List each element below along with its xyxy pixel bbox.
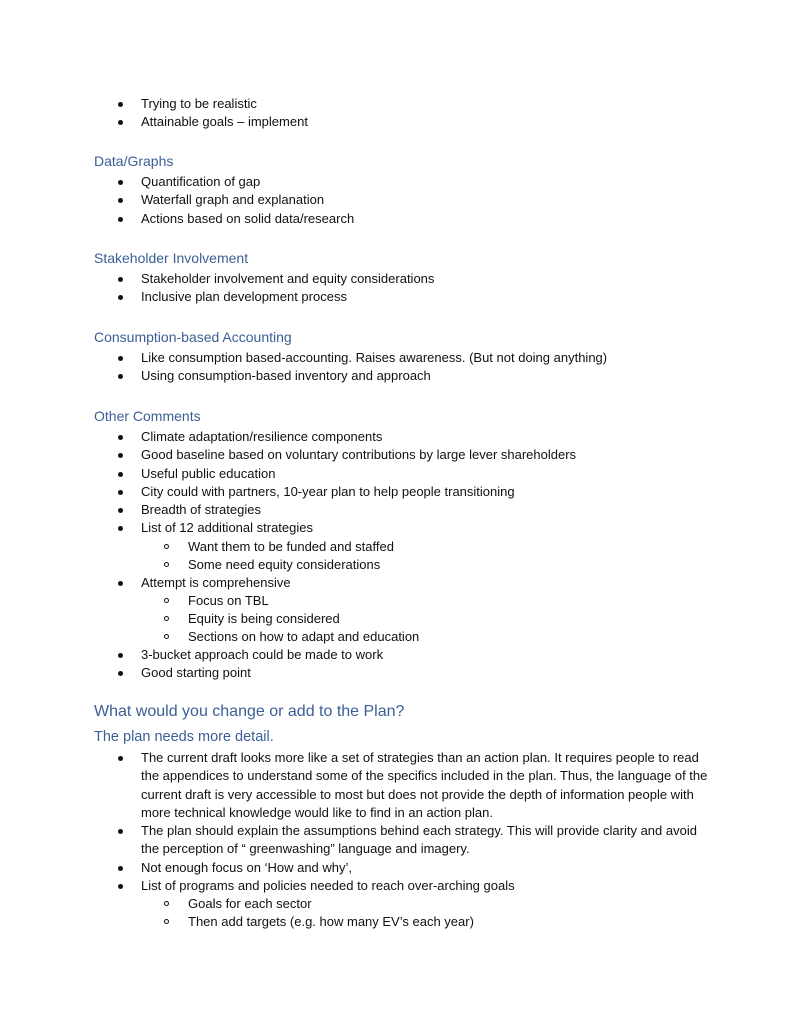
bullet-icon <box>118 453 123 458</box>
bullet-icon <box>118 581 123 586</box>
bullet-icon <box>118 217 123 222</box>
bullet-icon <box>118 435 123 440</box>
list-item: Trying to be realistic <box>0 95 800 113</box>
bullet-icon <box>118 295 123 300</box>
circle-bullet-icon <box>164 598 169 603</box>
sub-list-item: Sections on how to adapt and education <box>0 628 800 646</box>
bullet-icon <box>118 490 123 495</box>
sub-list-item: Focus on TBL <box>0 592 800 610</box>
list-item: Using consumption-based inventory and approach <box>0 367 800 385</box>
list-item: Breadth of strategies <box>0 501 800 519</box>
circle-bullet-icon <box>164 544 169 549</box>
sub-list-item: Equity is being considered <box>0 610 800 628</box>
sub-list-item: Some need equity considerations <box>0 556 800 574</box>
list-item: Like consumption based-accounting. Raises awareness. (But not doing anything) <box>0 349 800 367</box>
bullet-icon <box>118 356 123 361</box>
section-heading-stakeholder: Stakeholder Involvement <box>94 250 249 266</box>
subheading-more-detail: The plan needs more detail. <box>94 729 274 745</box>
bullet-icon <box>118 526 123 531</box>
circle-bullet-icon <box>164 634 169 639</box>
bullet-icon <box>118 102 123 107</box>
sub-list-item: Then add targets (e.g. how many EV’s each year) <box>0 913 800 931</box>
circle-bullet-icon <box>164 562 169 567</box>
list-item: Inclusive plan development process <box>0 288 800 306</box>
circle-bullet-icon <box>164 901 169 906</box>
intro-list <box>0 95 800 132</box>
bullet-icon <box>118 866 123 871</box>
list-item: List of programs and policies needed to reach over-arching goals <box>0 877 800 895</box>
list-item: Attainable goals – implement <box>0 113 800 131</box>
bullet-icon <box>118 653 123 658</box>
list-item: Good baseline based on voluntary contributions by large lever shareholders <box>0 446 800 464</box>
section-heading-data-graphs: Data/Graphs <box>94 153 174 169</box>
bullet-icon <box>118 180 123 185</box>
bullet-icon <box>118 198 123 203</box>
bullet-icon <box>118 374 123 379</box>
circle-bullet-icon <box>164 616 169 621</box>
bullet-icon <box>118 277 123 282</box>
list-item: Good starting point <box>0 664 800 682</box>
list-item: Useful public education <box>0 465 800 483</box>
bullet-icon <box>118 472 123 477</box>
bullet-icon <box>118 120 123 125</box>
bullet-icon <box>118 829 123 834</box>
list-item: Attempt is comprehensive <box>0 574 800 592</box>
bullet-icon <box>118 671 123 676</box>
list-item: Waterfall graph and explanation <box>0 191 800 209</box>
list-item: Actions based on solid data/research <box>0 210 800 228</box>
section-heading-change: What would you change or add to the Plan? <box>94 703 405 720</box>
list-item: Stakeholder involvement and equity considerations <box>0 270 800 288</box>
list-item: Not enough focus on ‘How and why’, <box>0 859 800 877</box>
change-list <box>0 749 800 931</box>
list-item: The plan should explain the assumptions behind each strategy. This will provide clarity and avoid the perception of “ greenwashing” language and imagery. <box>0 822 800 859</box>
section-heading-consumption: Consumption-based Accounting <box>94 329 292 345</box>
list-item: Quantification of gap <box>0 173 800 191</box>
bullet-icon <box>118 508 123 513</box>
list-item: 3-bucket approach could be made to work <box>0 646 800 664</box>
bullet-icon <box>118 884 123 889</box>
data-graphs-list <box>0 173 800 228</box>
list-item: List of 12 additional strategies <box>0 519 800 537</box>
stakeholder-list <box>0 270 800 307</box>
list-item: City could with partners, 10-year plan to help people transitioning <box>0 483 800 501</box>
bullet-icon <box>118 756 123 761</box>
consumption-list <box>0 349 800 386</box>
section-heading-other-comments: Other Comments <box>94 408 201 424</box>
sub-list-item: Want them to be funded and staffed <box>0 538 800 556</box>
other-comments-list <box>0 428 800 683</box>
list-item: Climate adaptation/resilience components <box>0 428 800 446</box>
sub-list-item: Goals for each sector <box>0 895 800 913</box>
circle-bullet-icon <box>164 919 169 924</box>
list-item: The current draft looks more like a set of strategies than an action plan. It requires people to read the appendices to understand some of the specifics included in the plan. Thus, the language of the current draft is very accessible to most but does not provide the depth of information people with more technical knowledge would like to find in an action plan. <box>0 749 800 822</box>
